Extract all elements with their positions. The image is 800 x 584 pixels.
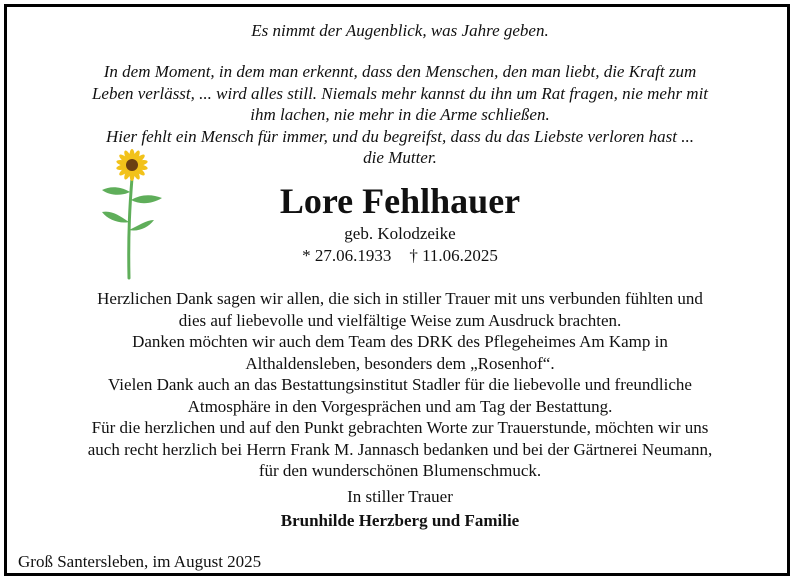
poem-line: In dem Moment, in dem man erkennt, dass den Menschen, den man liebt, die Kraft zum [103,62,697,81]
thanks-line: Danken möchten wir auch dem Team des DRK des Pflegeheimes Am Kamp in [132,332,668,351]
motto: Es nimmt der Augenblick, was Jahre geben. [251,21,549,40]
thanks-line: auch recht herzlich bei Herrn Frank M. Jannasch bedanken und bei der Gärtnerei Neumann, [87,439,713,459]
death-date: † 11.06.2025 [409,246,498,265]
sunflower-center [126,159,138,171]
thanks-line: Vielen Dank auch an das Bestattungsinstitut Stadler für die liebevolle und freundliche [108,375,692,394]
poem-line: ihm lachen, nie mehr in die Arme schließen. [250,105,550,124]
place-date: Groß Santersleben, im August 2025 [18,552,262,571]
thanks-text [7,288,793,482]
life-dates [7,246,793,266]
mourning-line: In stiller Trauer [347,487,453,506]
poem-line: Leben verlässt, ... wird alles still. Niemals mehr kannst du ihn um Rat fragen, nie mehr mit [91,83,709,103]
thanks-line: dies auf liebevolle und vielfältige Weise zum Ausdruck brachten. [178,310,622,330]
thanks-line: Althaldensleben, besonders dem „Rosenhof“. [245,353,555,373]
signature: Brunhilde Herzberg und Familie [280,511,520,530]
thanks-line: für den wunderschönen Blumenschmuck. [258,461,542,480]
birth-date: * 27.06.1933 [302,246,392,265]
deceased-name: Lore Fehlhauer [279,181,521,221]
thanks-line: Für die herzlichen und auf den Punkt gebrachten Worte zur Trauerstunde, möchten wir uns [91,418,709,437]
thanks-line: Atmosphäre in den Vorgesprächen und am Tag der Bestattung. [187,396,613,416]
poem-line: Hier fehlt ein Mensch für immer, und du begreifst, dass du das Liebste verloren hast ... [105,126,695,146]
poem-line: die Mutter. [363,148,437,167]
thanks-line: Herzlichen Dank sagen wir allen, die sich in stiller Trauer mit uns verbunden fühlten und [97,289,703,308]
maiden-name: geb. Kolodzeike [344,224,456,243]
